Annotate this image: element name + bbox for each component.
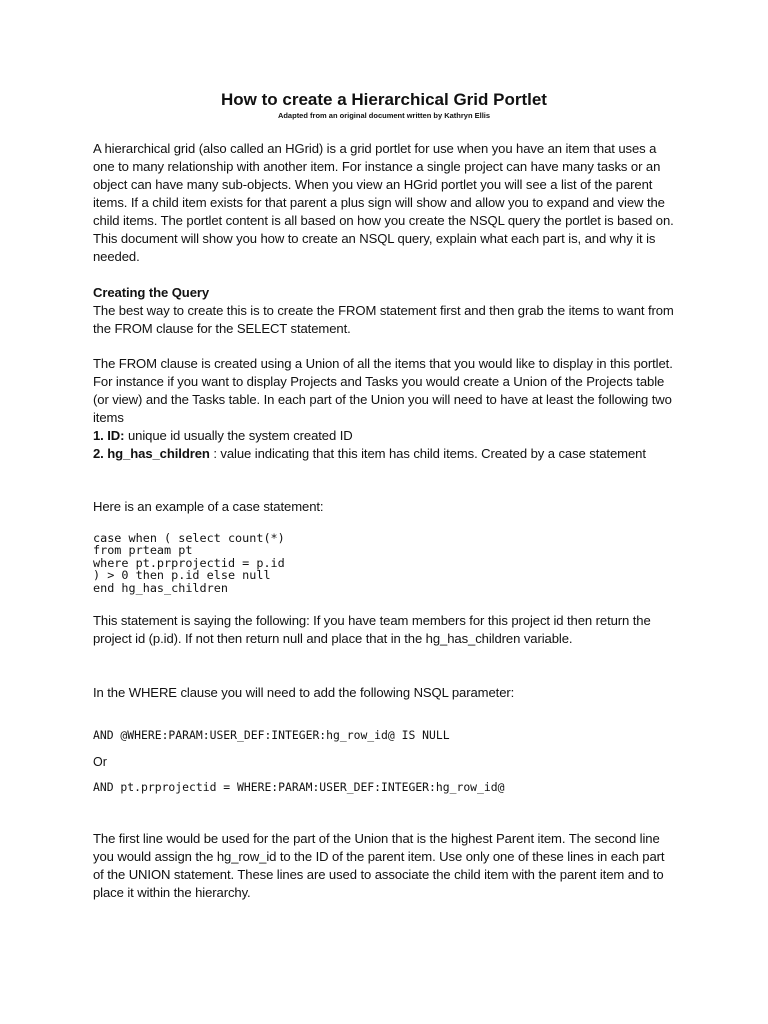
list-item-hg-has-children (93, 445, 678, 463)
list-item-label: 2. hg_has_children (93, 446, 210, 461)
document-title: How to create a Hierarchical Grid Portlet (221, 90, 547, 109)
where-clause-intro: In the WHERE clause you will need to add the following NSQL parameter: (93, 685, 515, 700)
list-item-text: unique id usually the system created ID (124, 428, 353, 443)
param-line-is-null: AND @WHERE:PARAM:USER_DEF:INTEGER:hg_row_id@ IS NULL (93, 728, 450, 742)
creating-query-section (93, 284, 678, 338)
example-intro: Here is an example of a case statement: (93, 499, 324, 514)
list-item-text: : value indicating that this item has child items. Created by a case statement (209, 446, 646, 461)
section-heading: Creating the Query (93, 285, 210, 300)
section-intro-paragraph: The best way to create this is to create the FROM statement first and then grab the items to want from the FROM clause for the SELECT statement. (93, 303, 674, 336)
closing-paragraph: The first line would be used for the part of the Union that is the highest Parent item. The second line you would assign the hg_row_id to the ID of the parent item. Use only one of these lines in each part of the UNION statement. These lines are used to associate the child item with the parent item and to place it within the hierarchy. (93, 831, 665, 900)
document-subtitle: Adapted from an original document written by Kathryn Ellis (277, 111, 491, 120)
list-item-id (93, 427, 678, 445)
or-label: Or (93, 755, 107, 769)
from-clause-paragraph: The FROM clause is created using a Union of all the items that you would like to display in this portlet. For instance if you want to display Projects and Tasks you would create a Union of the Projects table (or view) and the Tasks table. In each part of the Union you will need to have at least the following two items (93, 356, 673, 425)
param-line-row-id: AND pt.prprojectid = WHERE:PARAM:USER_DEF:INTEGER:hg_row_id@ (93, 780, 505, 794)
list-item-label: 1. ID: (93, 428, 125, 443)
intro-paragraph: A hierarchical grid (also called an HGrid) is a grid portlet for use when you have an item that uses a one to many relationship with another item. For instance a single project can have many tasks or an object can have many sub-objects. When you view an HGrid portlet you will see a list of the parent items. If a child item exists for that parent a plus sign will show and allow you to expand and view the child items. The portlet content is all based on how you create the NSQL query the portlet is based on. This document will show you how to create an NSQL query, explain what each part is, and why it is needed. (93, 141, 674, 264)
case-statement-code: case when ( select count(*) from prteam pt where pt.prprojectid = p.id ) > 0 then p.id else null end hg_has_children (93, 531, 285, 595)
explanation-paragraph: This statement is saying the following: If you have team members for this project id then return the project id (p.id). If not then return null and place that in the hg_has_children variable. (93, 613, 651, 646)
requirements-list (93, 427, 678, 463)
